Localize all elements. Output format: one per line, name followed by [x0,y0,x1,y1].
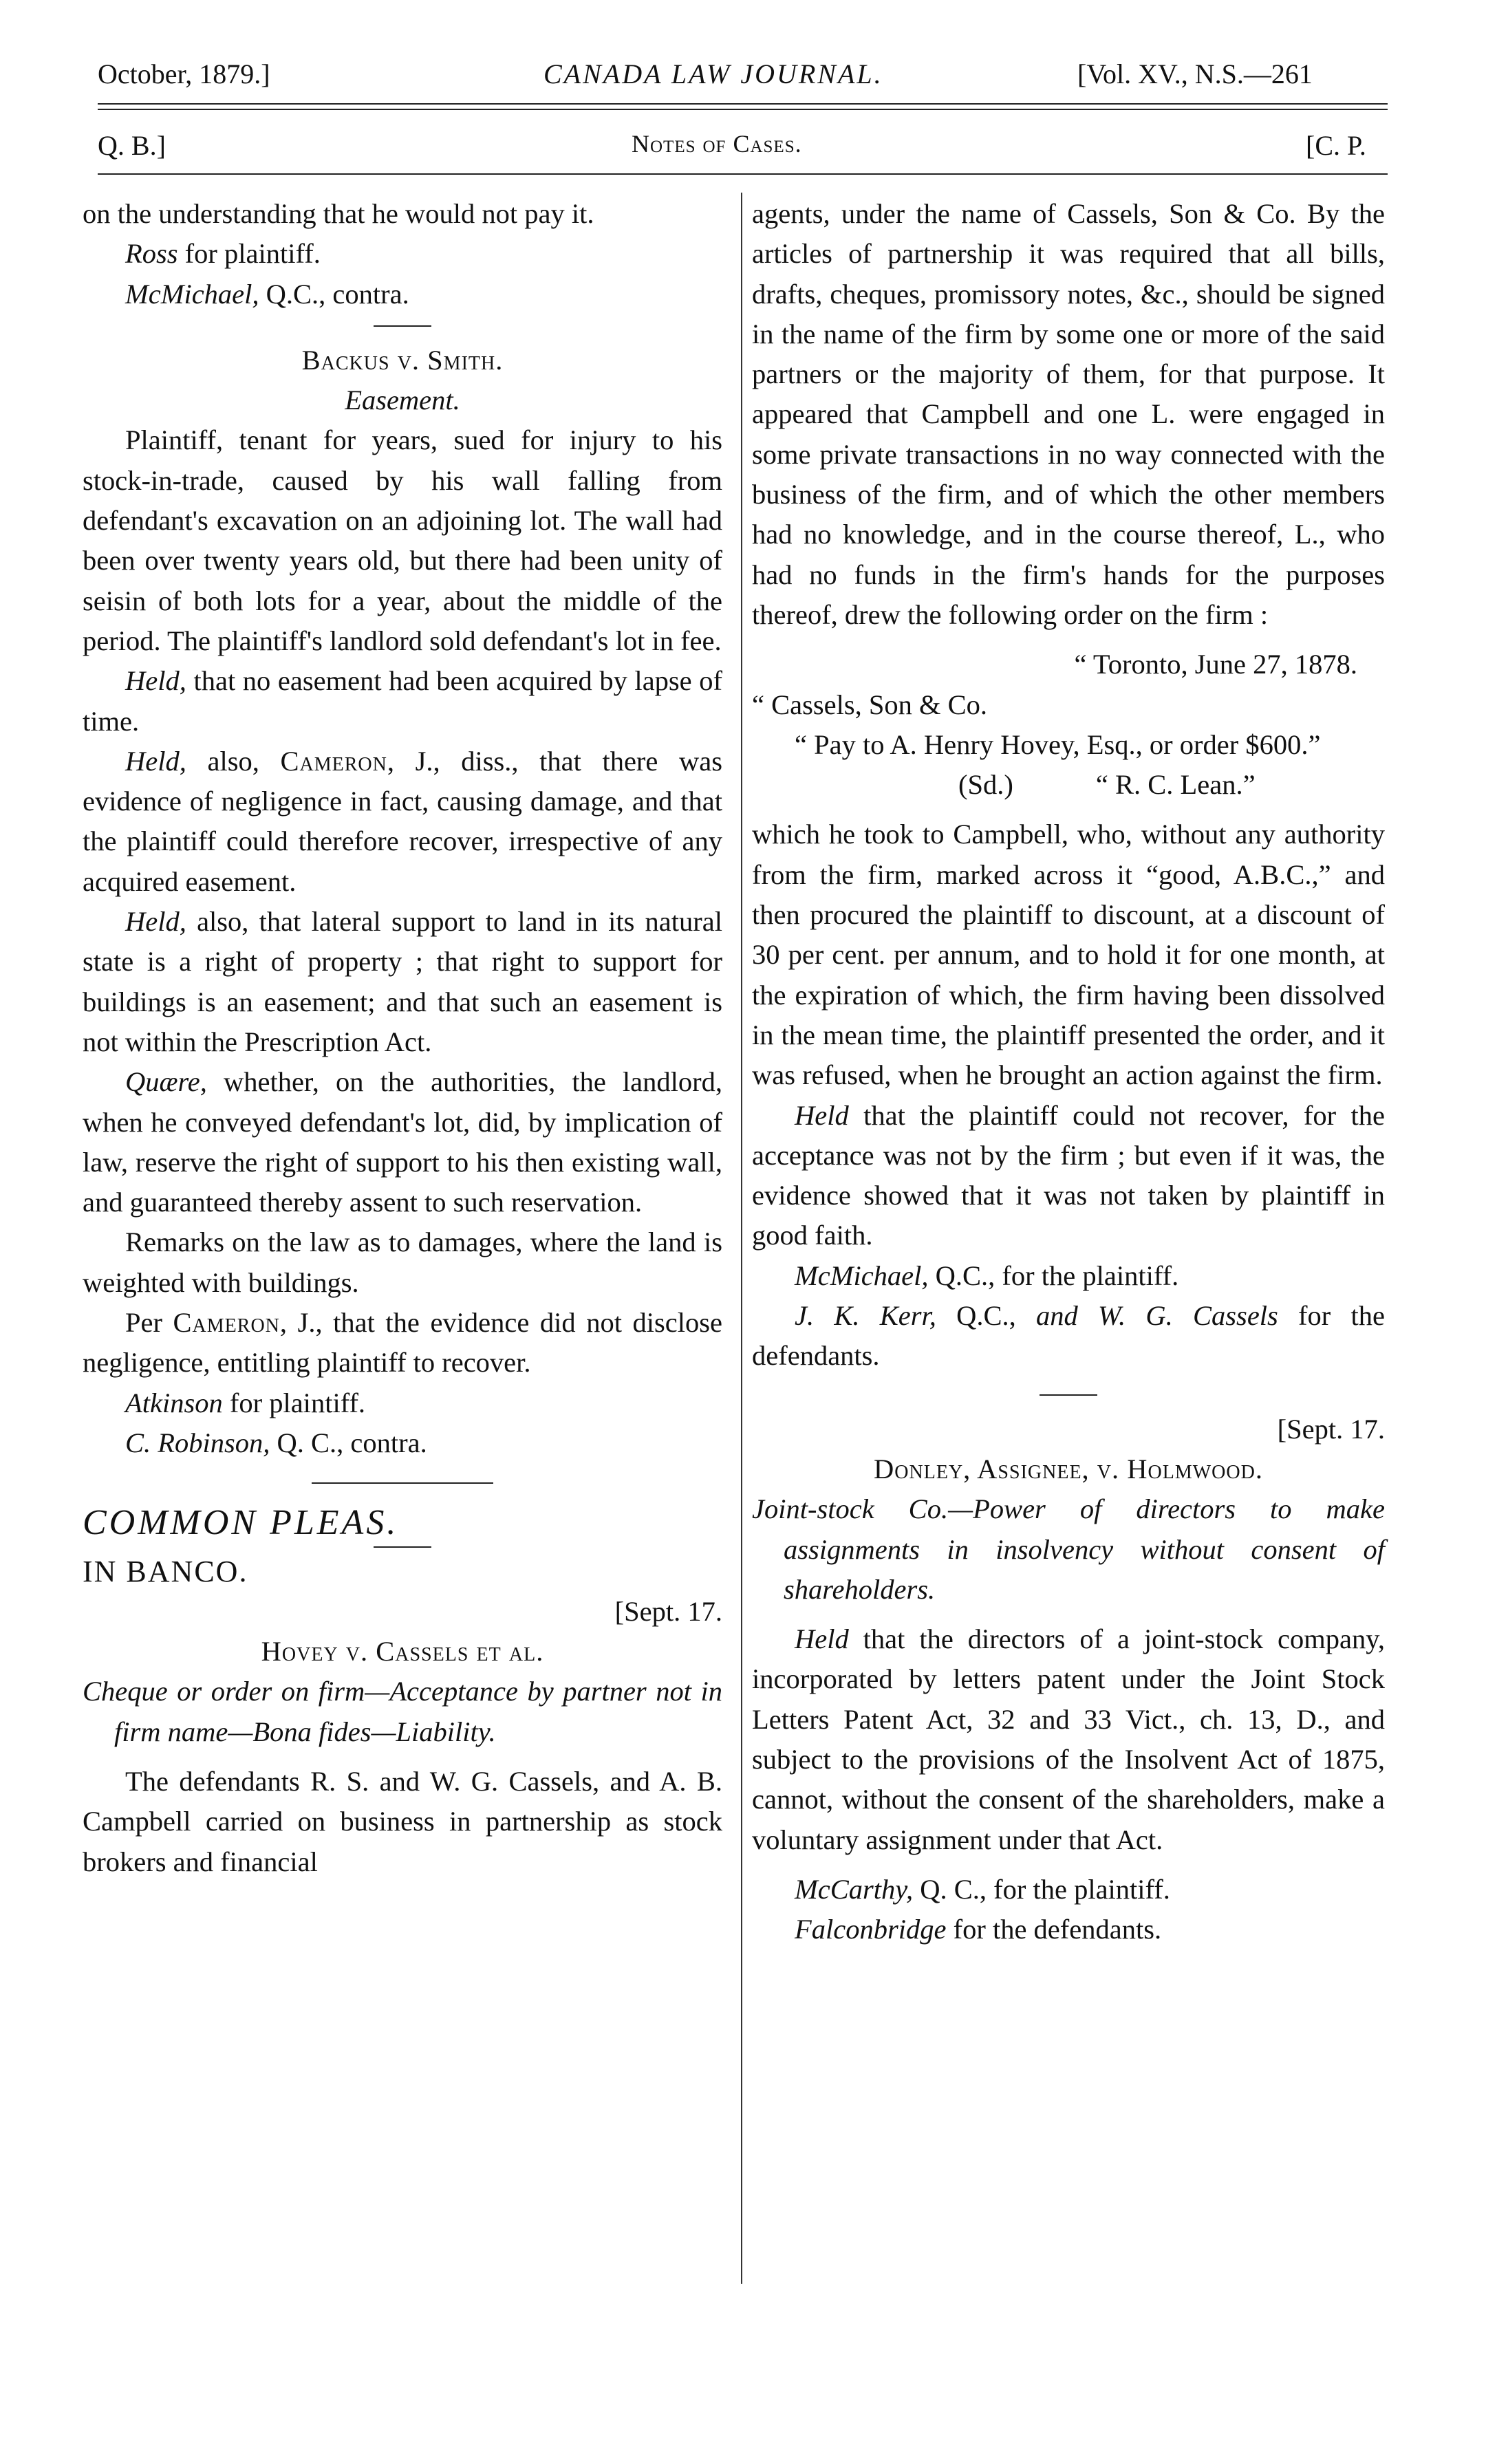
paragraph: agents, under the name of Cassels, Son & Co. By the articles of partnership it was required that all bills, drafts, cheques, promissory notes, &c., should be signed in the name of the firm by some one or more of the said partners or the majority of them, for that purpose. It appeared that Campbell and one L. were engaged in some private transactions in no way connected with the business of the firm, and of which the other members had no knowledge, and in the course thereof, L., who had no funds in the firm's hands for the purposes thereof, drew the following order on the firm : [752,198,1385,630]
counsel-line: Atkinson for plaintiff. [125,1387,366,1418]
section-rule [98,173,1388,175]
paragraph: Per Cameron, J., that the evidence did not disclose negligence, entitling plaintiff to recover. [83,1307,722,1379]
separator-rule [374,1546,431,1548]
paragraph: which he took to Campbell, who, without any authority from the firm, marked across it “good, A.B.C.,” and then procured the plaintiff to discount, at a discount of 30 per cent. per annum, and to hold it for one month, at the expiration of which, the firm having been dissolved in the mean time, the plaintiff presented the order, and it was refused, when he brought an action against the firm. [752,819,1385,1091]
paragraph: Plaintiff, tenant for years, sued for injury to his stock-in-trade, caused by his wall falling from defendant's excavation on an adjoining lot. The wall had been over twenty years old, but there had been unity of seisin of both lots for a year, about the middle of the period. The plaintiff's landlord sold defendant's lot in fee. [83,424,722,656]
court-title: COMMON PLEAS. [83,1503,399,1543]
section-title: Notes of Cases. [632,130,802,158]
column-divider [741,193,742,2284]
separator-rule [312,1482,493,1484]
header-rule-bottom [98,109,1388,110]
held-paragraph: Held that the directors of a joint-stock company, incorporated by letters patent under the Joint Stock Letters Patent Act, 32 and 33 Vict., ch. 13, D., and subject to the provisions of the Insolvent Act of 1875, cannot, without the consent of the shareholders, make a voluntary assignment under that Act. [752,1623,1385,1855]
header-rule-top [98,103,1388,105]
issue-date: October, 1879.] [98,58,270,89]
case-date: [Sept. 17. [1277,1413,1385,1445]
separator-rule [1040,1394,1097,1396]
volume-page: [Vol. XV., N.S.—261 [1077,58,1313,89]
counsel-line: Ross for plaintiff. [125,238,321,270]
order-addressee: “ Cassels, Son & Co. [752,689,988,720]
right-column [752,194,1385,1949]
court-subtitle: IN BANCO. [83,1554,248,1588]
left-column [83,194,722,1882]
counsel-line: McMichael, Q.C., for the plaintiff. [795,1260,1179,1291]
separator-rule [374,325,431,327]
case-subject: Cheque or order on firm—Acceptance by partner not in firm name—Bona fides—Liability. [83,1676,722,1747]
order-date: “ Toronto, June 27, 1878. [1074,649,1357,680]
order-text: “ Pay to A. Henry Hovey, Esq., or order $600.” [795,728,1321,760]
counsel-line: Falconbridge for the defendants. [795,1914,1162,1945]
held-paragraph: Held, also, Cameron, J., diss., that there was evidence of negligence in fact, causing damage, and that the plaintiff could therefore recover, irrespective of any acquired easement. [83,745,722,897]
held-paragraph: Held, also, that lateral support to land in its natural state is a right of property ; that right to support for buildings is an easement; and that such an easement is not within the Prescription Act. [83,906,722,1057]
case-title: Donley, Assignee, v. Holmwood. [874,1453,1263,1484]
court-right: [C. P. [1306,130,1366,161]
paragraph: Remarks on the law as to damages, where the land is weighted with buildings. [83,1226,722,1298]
counsel-line: J. K. Kerr, Q.C., and W. G. Cassels for the defendants. [752,1300,1386,1372]
held-paragraph: Held that the plaintiff could not recover, for the acceptance was not by the firm ; but even if it was, the evidence showed that it was not taken by plaintiff in good faith. [752,1099,1385,1251]
quaere-paragraph: Quære, whether, on the authorities, the landlord, when he conveyed defendant's lot, did, by implication of law, reserve the right of support to his then existing wall, and guaranteed thereby assent to such reservation. [83,1066,722,1218]
court-left: Q. B.] [98,130,166,161]
held-paragraph: Held, that no easement had been acquired by lapse of time. [83,665,722,737]
counsel-line: C. Robinson, Q. C., contra. [125,1427,427,1458]
case-title: Backus v. Smith. [301,344,504,376]
paragraph: The defendants R. S. and W. G. Cassels, and A. B. Campbell carried on business in partnership as stock brokers and financial [83,1765,722,1877]
case-subject: Easement. [345,385,460,416]
journal-title: CANADA LAW JOURNAL. [543,58,883,89]
counsel-line: McMichael, Q.C., contra. [125,278,409,310]
case-date: [Sept. 17. [614,1595,722,1627]
paragraph: on the understanding that he would not pay it. [83,198,594,229]
counsel-line: McCarthy, Q. C., for the plaintiff. [795,1873,1170,1905]
order-signature: (Sd.) “ R. C. Lean.” [958,769,1256,801]
case-title: Hovey v. Cassels et al. [261,1636,544,1667]
case-subject: Joint-stock Co.—Power of directors to make assignments in insolvency without consent of shareholders. [752,1493,1385,1605]
